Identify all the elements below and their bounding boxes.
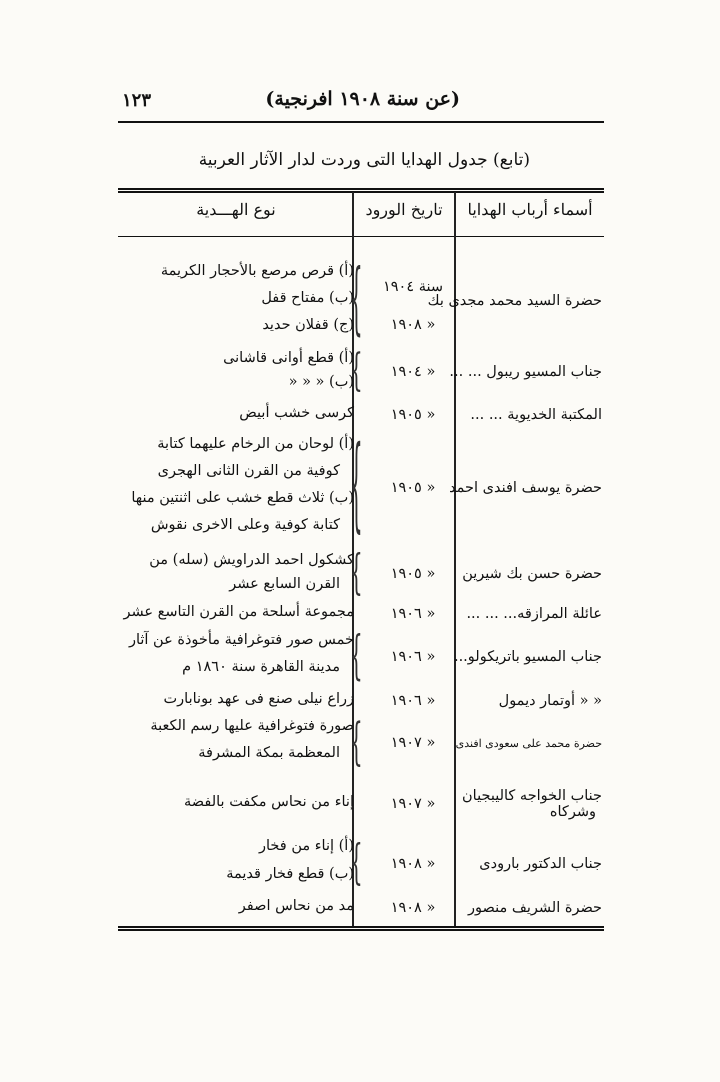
owner-name-cell bbox=[452, 548, 604, 600]
owner-name-cell bbox=[452, 628, 604, 686]
table-row bbox=[118, 893, 604, 923]
owner-name-cell bbox=[452, 774, 604, 834]
gift-cell bbox=[122, 774, 356, 834]
table-row bbox=[118, 833, 604, 890]
owner-name-cell bbox=[449, 432, 604, 544]
owner-name-cell bbox=[452, 602, 604, 626]
gift-description-line: (ب) مفتاح قفل bbox=[261, 289, 354, 306]
table-bottom-rule-2 bbox=[118, 929, 604, 931]
gift-description-line: مجموعة أسلحة من القرن التاسع عشر bbox=[123, 604, 354, 620]
gift-description-line: (أ) قطع أوانى قاشانى bbox=[223, 350, 354, 366]
table-row bbox=[118, 421, 604, 544]
gift-description-line: إناء من نحاس مكفت بالفضة bbox=[184, 794, 354, 810]
arrival-date: « ١٩٠٥ bbox=[390, 480, 436, 496]
arrival-date: « ١٩٠٦ bbox=[390, 692, 436, 709]
gift-cell bbox=[122, 548, 356, 600]
gift-description-line: خمس صور فتوغرافية مأخوذة عن آثار bbox=[128, 632, 354, 648]
table-row bbox=[118, 250, 604, 344]
grouping-brace: } bbox=[350, 543, 363, 600]
gift-description-line: (ب) ثلاث قطع خشب على اثنتين منها bbox=[131, 490, 354, 506]
grouping-brace: } bbox=[350, 833, 363, 890]
arrival-date-cell bbox=[362, 774, 464, 834]
arrival-date: « ١٩٠٤ bbox=[390, 364, 436, 380]
gift-description-line: مد من نحاس اصفر bbox=[238, 898, 354, 914]
owner-name-cell bbox=[452, 838, 604, 890]
running-title: (عن سنة ١٩٠٨ افرنجية) bbox=[265, 88, 460, 110]
gift-description-line: (أ) إناء من فخار bbox=[259, 838, 354, 854]
owner-name: جناب المسيو ريبول ... ... bbox=[449, 364, 602, 380]
arrival-date: « ١٩٠٨ bbox=[390, 900, 436, 916]
arrival-date: « ١٩٠٨ bbox=[390, 856, 436, 872]
owner-name: حضرة محمد على سعودى افندى bbox=[455, 736, 602, 750]
arrival-date-cell bbox=[362, 688, 464, 713]
page-header bbox=[122, 88, 460, 118]
arrival-date-cell bbox=[362, 838, 464, 890]
gift-description-line: (ب) قطع فخار قديمة bbox=[226, 866, 354, 882]
table-row bbox=[118, 543, 604, 600]
owner-name: المكتبة الخديوية ... ... bbox=[470, 407, 602, 423]
gift-description-line: (أ) لوحان من الرخام عليهما كتابة bbox=[157, 436, 354, 452]
owner-name: حضرة حسن بك شيرين bbox=[462, 566, 602, 582]
gift-description-line: كتابة كوفية وعلى الاخرى نقوش bbox=[150, 517, 340, 533]
arrival-date: سنة ١٩٠٤ bbox=[382, 279, 444, 295]
table-row bbox=[118, 343, 604, 396]
gift-cell bbox=[122, 348, 356, 396]
page-number: ١٢٣ bbox=[122, 90, 152, 111]
gift-cell bbox=[122, 838, 356, 890]
owner-name: حضرة يوسف افندى احمد bbox=[449, 480, 602, 496]
column-header-date: تاريخ الورود bbox=[365, 200, 443, 219]
arrival-date-cell bbox=[362, 893, 464, 923]
gift-cell bbox=[122, 258, 356, 344]
arrival-date: « ١٩٠٨ bbox=[390, 317, 436, 333]
arrival-date-cell bbox=[362, 548, 464, 600]
arrival-date-cell bbox=[362, 602, 464, 626]
arrival-date-cell bbox=[362, 432, 464, 544]
arrival-date: « ١٩٠٦ bbox=[390, 606, 436, 622]
gift-description-line: زراع نيلى صنع فى عهد بونابارت bbox=[163, 690, 354, 707]
table-row bbox=[118, 709, 604, 771]
column-header-gift: نوع الهـــدية bbox=[196, 200, 276, 219]
owner-name: « « أوتمار ديمول bbox=[498, 692, 602, 709]
header-rule bbox=[118, 121, 604, 123]
gift-cell bbox=[122, 893, 356, 923]
table-top-rule-2 bbox=[118, 191, 604, 193]
gift-cell bbox=[122, 602, 356, 626]
arrival-date: « ١٩٠٦ bbox=[390, 649, 436, 665]
table-row bbox=[118, 774, 604, 834]
gift-description-line: (أ) قرص مرصع بالأحجار الكريمة bbox=[160, 262, 354, 279]
gift-cell bbox=[122, 688, 356, 713]
owner-name-cell bbox=[449, 348, 604, 396]
owner-name-continued: وشركاه bbox=[549, 804, 596, 820]
gift-description-line: كوفية من القرن الثانى الهجرى bbox=[157, 463, 340, 479]
owner-name-cell bbox=[452, 688, 604, 713]
table-top-rule-1 bbox=[118, 188, 604, 190]
arrival-date-cell bbox=[362, 400, 464, 430]
arrival-date: « ١٩٠٥ bbox=[390, 566, 436, 582]
owner-name-cell bbox=[452, 400, 604, 430]
table-header-rule bbox=[118, 236, 604, 237]
arrival-date-cell bbox=[362, 628, 464, 686]
arrival-date: « ١٩٠٧ bbox=[390, 735, 436, 751]
owner-name: حضرة السيد محمد مجدى بك bbox=[427, 293, 602, 309]
grouping-brace: } bbox=[350, 421, 363, 544]
owner-name: جناب المسيو باتريكولو... bbox=[453, 649, 602, 665]
gift-description-line: صورة فتوغرافية عليها رسم الكعبة bbox=[150, 718, 354, 734]
owner-name: حضرة الشريف منصور bbox=[468, 900, 602, 916]
column-header-owners: أسماء أرباب الهدايا bbox=[467, 200, 593, 219]
owner-name: عائلة المرازقه... ... ... bbox=[466, 606, 602, 622]
arrival-date-cell bbox=[362, 715, 464, 771]
gift-description-line: (ب) « « « bbox=[288, 374, 354, 390]
arrival-date: « ١٩٠٥ bbox=[390, 407, 436, 423]
owner-name: جناب الدكتور بارودى bbox=[479, 856, 602, 872]
gift-description-line: كشكول احمد الدراويش (سله) من bbox=[149, 552, 354, 568]
grouping-brace: } bbox=[350, 343, 363, 396]
arrival-date-cell bbox=[362, 258, 464, 344]
owner-name: جناب الخواجه كاليبجيان bbox=[462, 788, 602, 804]
table-row bbox=[118, 622, 604, 686]
gift-description-line: المعظمة بمكة المشرفة bbox=[198, 745, 340, 761]
gift-cell bbox=[122, 628, 356, 686]
gift-cell bbox=[122, 400, 356, 430]
grouping-brace: } bbox=[350, 622, 363, 686]
table-caption: (تابع) جدول الهدايا التى وردت لدار الآثار العربية bbox=[198, 150, 530, 170]
gift-description-line: كرسى خشب أبيض bbox=[239, 405, 354, 421]
owner-name-cell bbox=[452, 715, 604, 771]
owner-name-cell bbox=[427, 258, 604, 344]
grouping-brace: } bbox=[350, 709, 363, 771]
arrival-date-cell bbox=[362, 348, 464, 396]
gift-description-line: القرن السابع عشر bbox=[229, 576, 340, 592]
table-bottom-rule-1 bbox=[118, 926, 604, 928]
gift-cell bbox=[122, 432, 356, 544]
gift-description-line: (ج) قفلان حديد bbox=[262, 316, 354, 333]
grouping-brace: } bbox=[350, 250, 363, 344]
gift-cell bbox=[122, 715, 356, 771]
owner-name-cell bbox=[452, 893, 604, 923]
arrival-date: « ١٩٠٧ bbox=[390, 796, 436, 812]
gift-description-line: مدينة القاهرة سنة ١٨٦٠ م bbox=[182, 659, 340, 675]
